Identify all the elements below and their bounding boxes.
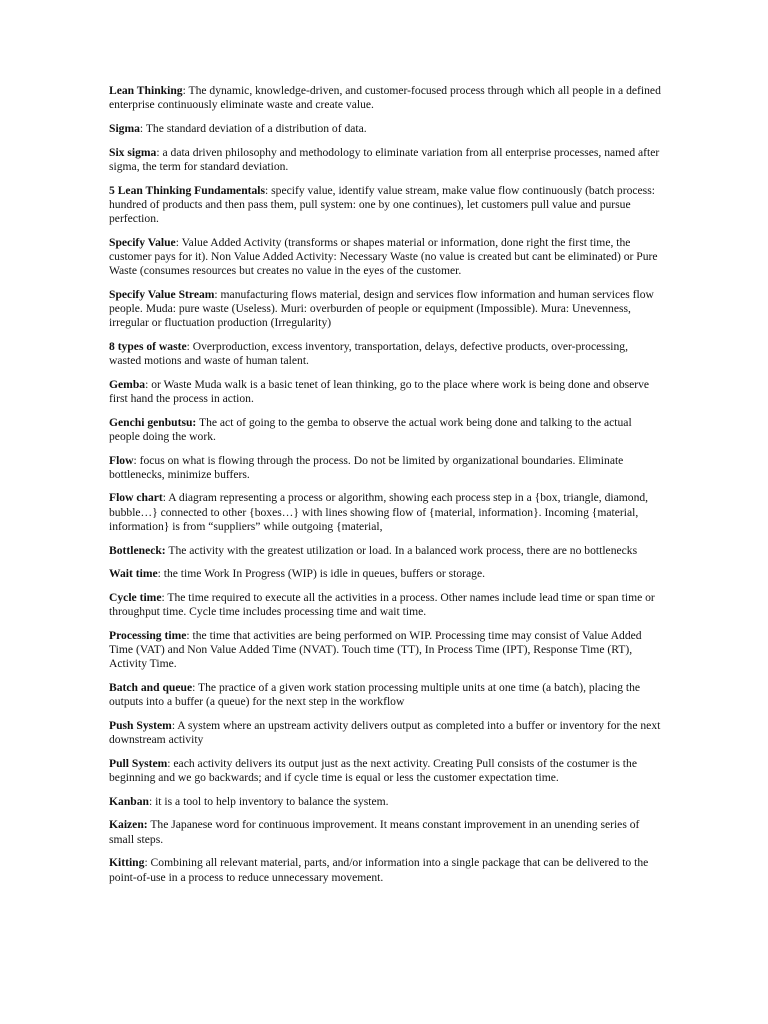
definition-flow: : focus on what is flowing through the process. Do not be limited by organizational boundaries. Eliminate bottlenecks, minimize buffers. (109, 453, 624, 481)
term-cycle-time: Cycle time (109, 590, 162, 604)
definition-bottleneck: The activity with the greatest utilization or load. In a balanced work process, there are no bottlenecks (165, 543, 638, 557)
term-lean-thinking: Lean Thinking (109, 84, 183, 97)
entry-bottleneck (109, 544, 661, 558)
term-specify-value-stream: Specify Value Stream (109, 287, 215, 301)
definition-genchi-genbutsu: The act of going to the gemba to observe the actual work being done and talking to the actual people doing the work. (109, 415, 632, 443)
entry-wait-time (109, 567, 661, 581)
term-genchi-genbutsu: Genchi genbutsu: (109, 415, 197, 429)
definition-specify-value: : Value Added Activity (transforms or shapes material or information, done right the first time, the customer pays for it). Non Value Added Activity: Necessary Waste (no value is created but cant be eliminated) or Pure Waste (consumes resources but creates no value in the eyes of the customer. (109, 235, 658, 278)
document-page (109, 84, 661, 894)
definition-lean-fundamentals: : specify value, identify value stream, make value flow continuously (batch process: hundred of products and then pass them, pull system: one by one continues), let customers pull value and pursue perfection. (109, 183, 655, 225)
entry-types-of-waste (109, 340, 661, 368)
entry-kanban (109, 795, 661, 809)
term-batch-and-queue: Batch and queue (109, 681, 193, 694)
definition-cycle-time: : The time required to execute all the activities in a process. Other names include lead time or span time or throughput time. Cycle time includes processing time and wait time. (109, 590, 655, 619)
entry-flow-chart (109, 491, 661, 534)
term-kitting: Kitting (109, 856, 145, 870)
entry-kitting (109, 856, 661, 884)
entry-lean-thinking (109, 84, 661, 112)
definition-six-sigma: : a data driven philosophy and methodology to eliminate variation from all enterprise processes, named after sigma, the term for standard deviation. (109, 145, 660, 173)
term-sigma: Sigma (109, 121, 140, 135)
entry-batch-and-queue (109, 681, 661, 709)
entry-specify-value (109, 236, 661, 279)
entry-flow (109, 454, 661, 482)
term-flow-chart: Flow chart (109, 491, 163, 505)
term-push-system: Push System (109, 718, 172, 732)
term-six-sigma: Six sigma (109, 145, 157, 159)
term-gemba: Gemba (109, 377, 146, 391)
definition-flow-chart: : A diagram representing a process or algorithm, showing each process step in a {box, triangle, diamond, bubble…} connected to other {boxes…} with lines showing flow of {material, information}. Incoming {material, information} is from “suppliers” while outgoing {material, (109, 491, 649, 533)
entry-specify-value-stream (109, 288, 661, 331)
entry-six-sigma (109, 146, 661, 174)
term-kaizen: Kaizen: (109, 818, 148, 832)
definition-kanban: : it is a tool to help inventory to balance the system. (148, 794, 389, 808)
definition-wait-time: : the time Work In Progress (WIP) is idle in queues, buffers or storage. (157, 567, 486, 581)
entry-kaizen (109, 818, 661, 846)
definition-kitting: : Combining all relevant material, parts, and/or information into a single package that can be delivered to the point-of-use in a process to reduce unnecessary movement. (109, 856, 649, 884)
term-wait-time: Wait time (109, 567, 158, 581)
definition-sigma: : The standard deviation of a distribution of data. (139, 121, 367, 135)
entry-processing-time (109, 629, 661, 672)
definition-processing-time: : the time that activities are being performed on WIP. Processing time may consist of Value Added Time (VAT) and Non Value Added Time (NVAT). Touch time (TT), In Process Time (IPT), Response Time (RT), Activity Time. (109, 628, 642, 671)
definition-pull-system: : each activity delivers its output just as the next activity. Creating Pull consists of the costumer is the beginning and we go backwards; and if cycle time is equal or less the customer expectation time. (109, 756, 637, 785)
definition-batch-and-queue: : The practice of a given work station processing multiple units at one time (a batch), placing the outputs into a buffer (a queue) for the next step in the workflow (109, 681, 641, 709)
entry-push-system (109, 719, 661, 747)
entry-gemba (109, 378, 661, 406)
definition-specify-value-stream: : manufacturing flows material, design and services flow information and human services flow people. Muda: pure waste (Useless). Muri: overburden of people or equipment (Impossible). Mura: Unevenness, irregular or fluctuation production (Irregularity) (109, 287, 654, 330)
term-bottleneck: Bottleneck: (109, 543, 166, 557)
term-flow: Flow (109, 453, 134, 467)
definition-types-of-waste: : Overproduction, excess inventory, transportation, delays, defective products, over-processing, wasted motions and waste of human talent. (109, 339, 628, 368)
entry-lean-fundamentals (109, 184, 661, 227)
term-specify-value: Specify Value (109, 235, 176, 249)
definition-kaizen: The Japanese word for continuous improvement. It means constant improvement in an unending series of small steps. (109, 818, 640, 846)
term-pull-system: Pull System (109, 756, 168, 770)
term-types-of-waste: 8 types of waste (109, 339, 187, 353)
entry-pull-system (109, 757, 661, 785)
term-processing-time: Processing time (109, 628, 187, 642)
entry-genchi-genbutsu (109, 416, 661, 444)
definition-gemba: : or Waste Muda walk is a basic tenet of lean thinking, go to the place where work is being done and observe first hand the process in action. (109, 377, 650, 405)
entry-sigma (109, 122, 661, 136)
term-kanban: Kanban (109, 794, 149, 808)
definition-lean-thinking: : The dynamic, knowledge-driven, and customer-focused process through which all people in a defined enterprise continuously eliminate waste and create value. (109, 84, 661, 112)
entry-cycle-time (109, 591, 661, 619)
definition-push-system: : A system where an upstream activity delivers output as completed into a buffer or inventory for the next downstream activity (109, 718, 661, 747)
term-lean-fundamentals: 5 Lean Thinking Fundamentals (109, 183, 266, 197)
